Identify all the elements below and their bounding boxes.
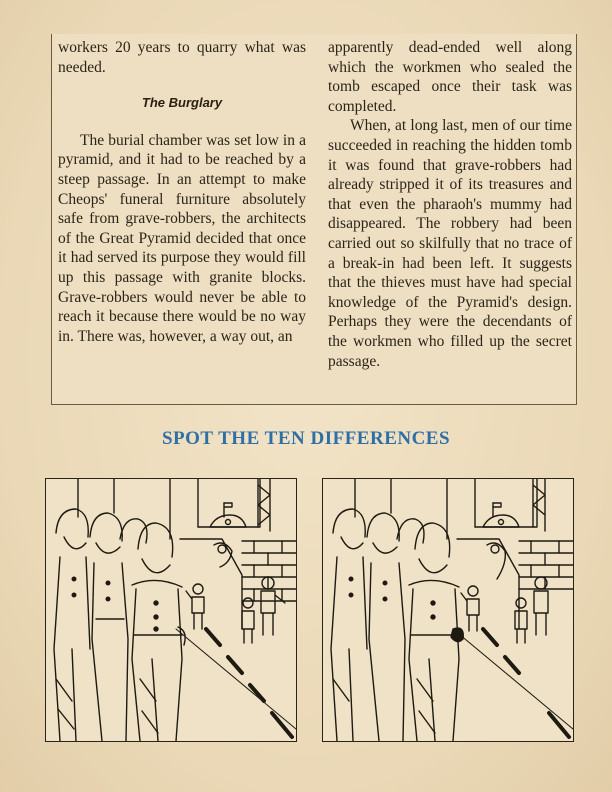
bearskin-hat — [367, 513, 399, 541]
right-paragraph: When, at long last, men of our time succeeded in reaching the hidden tomb it was found that grave-robbers had already stripped it of its treasures and that even the pharaoh's mummy had disappeared. The robbery had been carried out so skilfully that no trace of a break-in had been left. It suggests that the thieves must have had special knowledge of the Pyramid's design. Perhaps they were the decendants of the workmen who filled up the secret passage. — [328, 117, 572, 370]
child-body — [186, 591, 204, 629]
button — [349, 593, 353, 597]
left-continuation-text: workers 20 years to quarry what was needed. — [58, 39, 306, 76]
child-head — [516, 598, 526, 608]
black-glove — [451, 628, 463, 641]
guard-face — [142, 559, 170, 573]
dome-window — [226, 520, 231, 525]
bearskin-hat — [56, 509, 88, 537]
child-body — [515, 611, 527, 643]
road-stripes — [483, 629, 569, 737]
button — [383, 581, 387, 585]
road-edge — [453, 629, 573, 729]
button — [72, 577, 76, 581]
gate-arch — [457, 539, 519, 629]
guard-body — [369, 563, 405, 741]
onlooker-figure — [487, 543, 505, 579]
left-paragraph: The burial chamber was set low in a pyramid, and it had to be reached by a steep passage. In an attempt to make Cheops' funeral furniture absolutely safe from grave-robbers, the architects of the Great Pyramid decided that once it had served its purpose they would fill up this passage with granite blocks. Grave-robbers would never be able to reach it because there would be no way in. There was, however, a way out, an — [58, 131, 306, 345]
button — [349, 577, 353, 581]
puzzle-picture-left — [45, 478, 297, 742]
guard-body — [54, 557, 90, 741]
button — [431, 615, 435, 619]
guard-body — [132, 589, 182, 741]
button — [383, 597, 387, 601]
guards-illustration-right — [323, 479, 573, 741]
child-head — [468, 586, 478, 596]
brick-rows — [242, 541, 296, 601]
button — [154, 627, 158, 631]
onlooker-figure — [214, 543, 232, 567]
dome-window — [499, 520, 504, 525]
article-right-column — [328, 38, 572, 371]
child-body — [534, 591, 548, 635]
child-head — [193, 584, 203, 594]
brick-joints — [254, 541, 282, 601]
child-body — [461, 593, 479, 631]
button — [431, 601, 435, 605]
bearskin-hat — [138, 523, 173, 557]
lattice-tower — [533, 479, 545, 531]
guard-face — [64, 537, 86, 549]
child-head — [243, 598, 253, 608]
road-edge — [176, 629, 296, 729]
right-continuation-text: apparently dead-ended well along which the workmen who sealed the tomb escaped once their task was completed. — [328, 39, 572, 115]
trouser-stripes — [333, 679, 349, 701]
guard-face — [341, 537, 363, 549]
onlooker-head — [491, 545, 499, 553]
epaulettes — [409, 580, 459, 587]
flag — [493, 503, 501, 507]
guards-illustration-left — [46, 479, 296, 741]
dome — [483, 515, 519, 527]
bearskin-hat — [415, 523, 450, 557]
gate-arch — [180, 539, 242, 629]
child-body — [242, 611, 254, 643]
puzzle-title: SPOT THE TEN DIFFERENCES — [161, 428, 451, 449]
onlooker-head — [218, 545, 226, 553]
dome — [210, 515, 246, 527]
article-subheading: The Burglary — [141, 95, 223, 111]
guard-face — [419, 559, 447, 573]
brick-rows — [519, 541, 573, 589]
guard-body — [92, 563, 128, 741]
road-stripes — [206, 629, 292, 737]
article-left-column — [58, 38, 306, 346]
guard-body — [331, 557, 367, 741]
guard-face — [96, 543, 120, 553]
article-box — [51, 34, 577, 405]
epaulettes — [132, 580, 182, 587]
wall-outline — [475, 479, 537, 527]
button — [154, 601, 158, 605]
guard-body — [409, 589, 459, 741]
button — [106, 597, 110, 601]
flag — [224, 503, 232, 507]
button — [72, 593, 76, 597]
button — [154, 615, 158, 619]
bearskin-hat — [90, 513, 122, 541]
puzzle-picture-right — [322, 478, 574, 742]
button — [106, 581, 110, 585]
guard-face — [373, 543, 397, 553]
bearskin-hat — [333, 509, 365, 537]
